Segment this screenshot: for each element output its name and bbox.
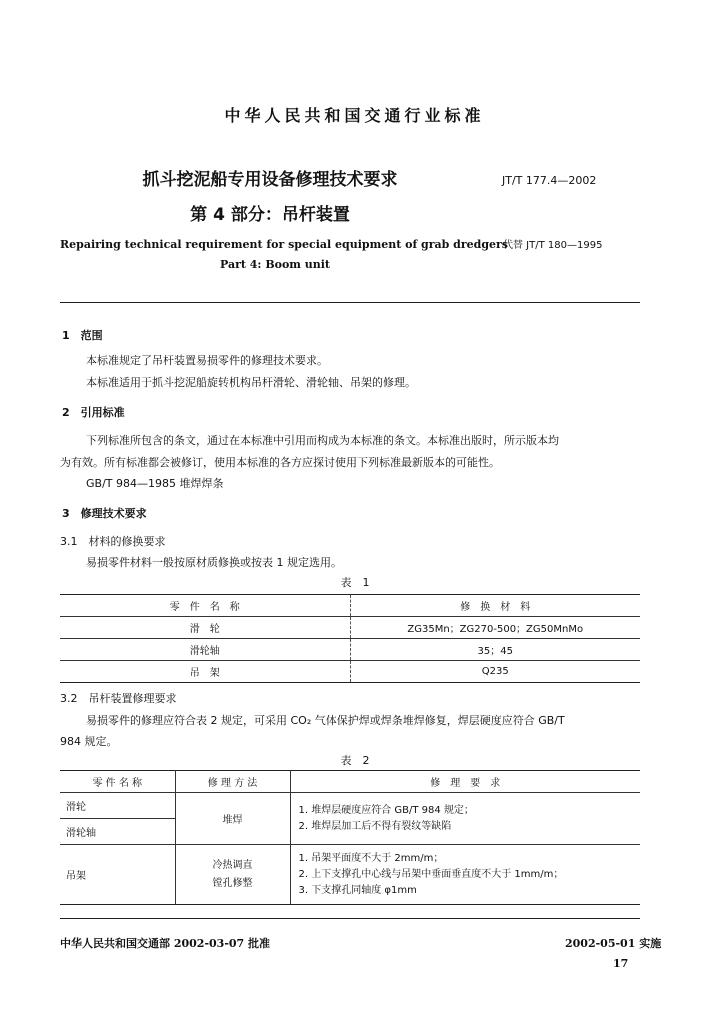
- table-2-requirement-cell: [290, 793, 640, 845]
- table-row: [60, 639, 640, 661]
- footer-divider: [60, 918, 640, 919]
- english-title: [60, 235, 508, 275]
- table-2-method-cell: 堆焊: [175, 793, 290, 845]
- method-line: 镗孔修整: [212, 877, 253, 889]
- standard-number: JT/T 177.4—2002: [502, 174, 597, 187]
- implementation-date: 2002-05-01 实施: [565, 937, 662, 950]
- table-1-col-part: 零 件 名 称: [60, 595, 350, 617]
- requirement-line: 1. 堆焊层硬度应符合 GB/T 984 规定；: [298, 804, 474, 816]
- table-2-part-cell: 滑轮: [60, 793, 175, 819]
- section-3-heading: 3 修理技术要求: [62, 507, 147, 520]
- table-2-part-cell: 滑轮轴: [60, 819, 175, 845]
- header-divider: [60, 302, 640, 303]
- table-2-col-requirement: 修 理 要 求: [290, 771, 640, 793]
- table-2-part-cell: 吊架: [60, 845, 175, 905]
- standard-category: 中华人民共和国交通行业标准: [224, 106, 485, 125]
- table-1-material-cell: ZG35Mn；ZG270-500；ZG50MnMo: [350, 617, 640, 639]
- english-title-line-2: Part 4: Boom unit: [219, 258, 331, 271]
- section-3-2-para-a: 易损零件的修理应符合表 2 规定，可采用 CO₂ 气体保护焊或焊条堆焊修复，焊层硬度应符合 GB/T: [86, 714, 565, 727]
- title-line-1: 抓斗挖泥船专用设备修理技术要求: [142, 170, 398, 190]
- table-1-col-material: 修 换 材 料: [350, 595, 640, 617]
- section-2-para-1a: 下列标准所包含的条文，通过在本标准中引用而构成为本标准的条文。本标准出版时，所示版本均: [86, 434, 559, 447]
- table-1-header-row: [60, 595, 640, 617]
- table-2-header-row: [60, 771, 640, 793]
- section-3-2-para-b: 984 规定。: [60, 735, 118, 748]
- table-2: [60, 770, 640, 905]
- table-2-caption: 表 2: [340, 754, 370, 767]
- table-row: [60, 793, 640, 819]
- requirement-line: 1. 吊架平面度不大于 2mm/m；: [298, 852, 444, 864]
- method-line: 冷热调直: [212, 859, 253, 871]
- table-row: [60, 845, 640, 905]
- table-1: [60, 594, 640, 683]
- table-1-part-cell: 吊 架: [60, 661, 350, 683]
- table-1-material-cell: Q235: [350, 661, 640, 683]
- table-2-method-cell: [175, 845, 290, 905]
- table-1-material-cell: 35；45: [350, 639, 640, 661]
- requirement-line: 3. 下支撑孔同轴度 φ1mm: [298, 884, 417, 896]
- section-3-1-heading: 3.1 材料的修换要求: [60, 535, 166, 548]
- table-1-caption: 表 1: [340, 576, 370, 589]
- english-title-line-1: Repairing technical requirement for special equipment of grab dredgers: [60, 238, 508, 251]
- replaces-note: 代替 JT/T 180—1995: [503, 240, 603, 251]
- section-1-heading: 1 范围: [62, 329, 103, 342]
- requirement-line: 2. 上下支撑孔中心线与吊架中垂面垂直度不大于 1mm/m；: [298, 868, 564, 880]
- document-title: [100, 165, 440, 225]
- table-1-part-cell: 滑轮轴: [60, 639, 350, 661]
- requirement-line: 2. 堆焊层加工后不得有裂纹等缺陷: [298, 820, 452, 832]
- table-2-col-method: 修 理 方 法: [175, 771, 290, 793]
- table-2-col-part: 零 件 名 称: [60, 771, 175, 793]
- section-1-para-2: 本标准适用于抓斗挖泥船旋转机构吊杆滑轮、滑轮轴、吊架的修理。: [86, 376, 416, 389]
- table-row: [60, 661, 640, 683]
- section-2-heading: 2 引用标准: [62, 406, 125, 419]
- table-row: [60, 617, 640, 639]
- section-3-1-para: 易损零件材料一般按原材质修换或按表 1 规定选用。: [86, 556, 342, 569]
- title-line-2: 第 4 部分：吊杆装置: [190, 205, 350, 225]
- section-1-para-1: 本标准规定了吊杆装置易损零件的修理技术要求。: [86, 354, 328, 367]
- page-number: 17: [613, 957, 629, 970]
- table-1-part-cell: 滑 轮: [60, 617, 350, 639]
- approval-note: 中华人民共和国交通部 2002-03-07 批准: [60, 937, 271, 950]
- section-2-reference: GB/T 984—1985 堆焊焊条: [86, 477, 224, 490]
- section-3-2-heading: 3.2 吊杆装置修理要求: [60, 692, 177, 705]
- section-2-para-1b: 为有效。所有标准都会被修订，使用本标准的各方应探讨使用下列标准最新版本的可能性。: [60, 456, 500, 469]
- table-2-requirement-cell: [290, 845, 640, 905]
